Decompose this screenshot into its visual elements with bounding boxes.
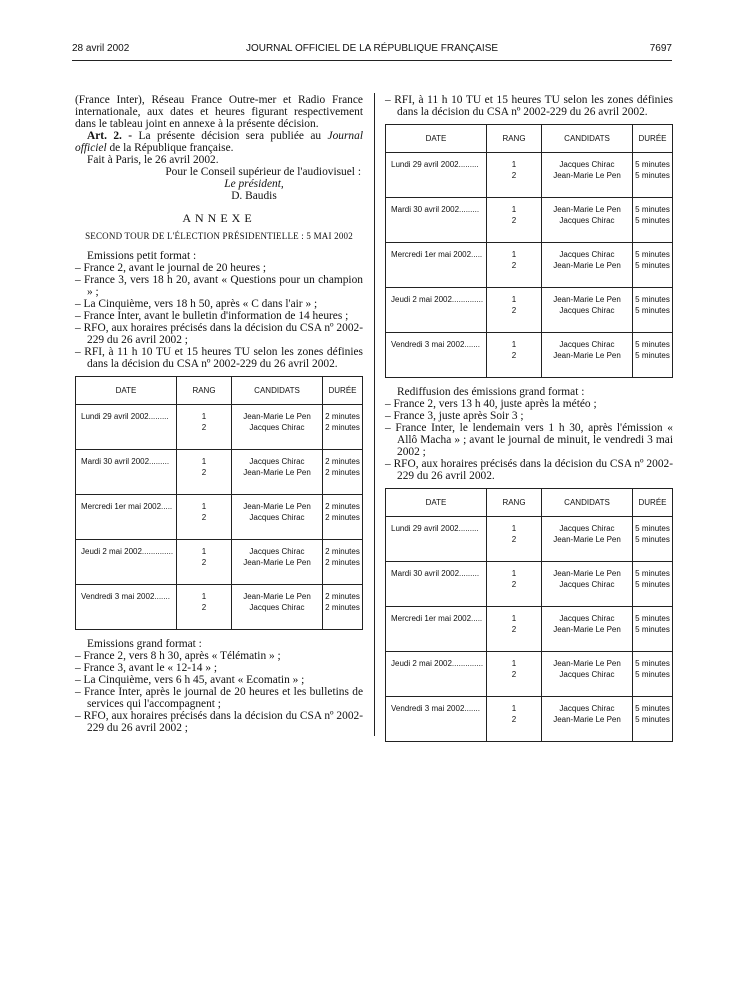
candidats-cell xyxy=(232,495,323,540)
list-item: – France 3, juste après Soir 3 ; xyxy=(385,410,524,422)
rang-cell-value: 1 xyxy=(201,547,207,556)
journal-title: JOURNAL OFFICIEL DE LA RÉPUBLIQUE FRANÇAISE xyxy=(245,43,499,54)
duree-cell xyxy=(633,288,673,333)
candidats-cell-value: Jean-Marie Le Pen xyxy=(553,205,621,214)
right-column xyxy=(385,94,673,750)
grand-format-list xyxy=(75,650,363,734)
table-row xyxy=(386,697,673,742)
candidats-cell-value: Jacques Chirac xyxy=(559,669,615,679)
table-row xyxy=(386,243,673,288)
duree-cell xyxy=(323,405,363,450)
pour-line: Pour le Conseil supérieur de l'audiovisuel : xyxy=(165,166,361,178)
candidats-cell xyxy=(232,450,323,495)
list-item: – RFO, aux horaires précisés dans la décision du CSA nº 2002-229 du 26 avril 2002 ; xyxy=(75,322,363,346)
date-cell xyxy=(386,153,487,198)
duree-cell xyxy=(633,153,673,198)
date-cell-value: Mardi 30 avril 2002......... xyxy=(391,569,480,578)
table-row xyxy=(386,198,673,243)
date-cell-value: Mercredi 1er mai 2002..... xyxy=(81,502,173,511)
table-row xyxy=(386,333,673,378)
rang-cell-value: 1 xyxy=(511,205,517,214)
rang-cell-value: 1 xyxy=(511,659,517,668)
duree-cell xyxy=(323,450,363,495)
header-rule xyxy=(72,60,672,61)
article-2-journal: Journal officiel xyxy=(75,130,363,154)
intro-paragraph: (France Inter), Réseau France Outre-mer et Radio France internationale, aux dates et heures figurant respectivement dans le tableau joint en annexe à la présente décision. xyxy=(75,94,363,130)
petit-format-table xyxy=(75,376,363,630)
rang-cell xyxy=(487,562,542,607)
rfi-list xyxy=(385,94,673,118)
rang-cell-value: 2 xyxy=(511,350,517,360)
rang-cell-value: 2 xyxy=(511,669,517,679)
duree-cell xyxy=(633,198,673,243)
rang-cell-value: 1 xyxy=(201,457,207,466)
table-row xyxy=(386,517,673,562)
col-duree: DURÉE xyxy=(633,489,673,517)
rang-cell-value: 2 xyxy=(201,422,207,432)
duree-cell xyxy=(633,517,673,562)
duree-cell-value: 5 minutes xyxy=(635,260,670,270)
candidats-cell-value: Jean-Marie Le Pen xyxy=(243,467,311,477)
duree-cell-value: 5 minutes xyxy=(635,524,670,533)
duree-cell-value: 2 minutes xyxy=(325,502,360,511)
table-row xyxy=(76,450,363,495)
col-date: DATE xyxy=(386,489,487,517)
fait-line: Fait à Paris, le 26 avril 2002. xyxy=(87,154,219,166)
petit-format-title: Emissions petit format : xyxy=(87,250,197,262)
duree-cell-value: 2 minutes xyxy=(325,422,360,432)
candidats-cell xyxy=(542,243,633,288)
rang-cell xyxy=(177,405,232,450)
candidats-cell-value: Jacques Chirac xyxy=(559,524,615,533)
rang-cell-value: 1 xyxy=(201,502,207,511)
rang-cell-value: 2 xyxy=(511,624,517,634)
list-item: – La Cinquième, vers 6 h 45, avant « Ecomatin » ; xyxy=(75,674,305,686)
president-title: Le président, xyxy=(224,178,284,190)
duree-cell-value: 5 minutes xyxy=(635,170,670,180)
table-row xyxy=(386,562,673,607)
list-item: – France 2, avant le journal de 20 heures ; xyxy=(75,262,267,274)
rediffusion-list xyxy=(385,398,673,482)
candidats-cell-value: Jacques Chirac xyxy=(249,512,305,522)
date-cell-value: Jeudi 2 mai 2002.............. xyxy=(391,295,484,304)
date-cell xyxy=(386,198,487,243)
candidats-cell xyxy=(542,333,633,378)
date-cell xyxy=(76,540,177,585)
list-item: – France Inter, le lendemain vers 1 h 30, après l'émission « Allô Macha » ; avant le journal de minuit, le vendredi 3 mai 2002 ; xyxy=(385,422,673,458)
duree-cell-value: 5 minutes xyxy=(635,305,670,315)
candidats-cell-value: Jean-Marie Le Pen xyxy=(243,412,311,421)
candidats-cell-value: Jacques Chirac xyxy=(559,250,615,259)
signature-name: D. Baudis xyxy=(231,190,277,202)
article-2-end: de la République française. xyxy=(106,142,234,154)
candidats-cell-value: Jean-Marie Le Pen xyxy=(553,714,621,724)
date-cell xyxy=(386,607,487,652)
duree-cell-value: 5 minutes xyxy=(635,704,670,713)
table-row xyxy=(386,288,673,333)
table-row xyxy=(386,607,673,652)
rang-cell-value: 1 xyxy=(511,295,517,304)
duree-cell-value: 2 minutes xyxy=(325,467,360,477)
col-date: DATE xyxy=(386,125,487,153)
date-cell-value: Jeudi 2 mai 2002.............. xyxy=(81,547,174,556)
petit-format-list xyxy=(75,262,363,370)
list-item: – RFO, aux horaires précisés dans la décision du CSA nº 2002-229 du 26 avril 2002 ; xyxy=(75,710,363,734)
list-item: – RFO, aux horaires précisés dans la décision du CSA nº 2002-229 du 26 avril 2002. xyxy=(385,458,673,482)
candidats-cell xyxy=(232,405,323,450)
date-cell-value: Vendredi 3 mai 2002....... xyxy=(391,704,480,713)
second-tour-heading: SECOND TOUR DE L'ÉLECTION PRÉSIDENTIELLE : 5 MAI 2002 xyxy=(85,231,353,241)
article-2 xyxy=(75,130,363,154)
date-cell-value: Vendredi 3 mai 2002....... xyxy=(81,592,170,601)
table-row xyxy=(386,652,673,697)
candidats-cell xyxy=(232,585,323,630)
candidats-cell-value: Jean-Marie Le Pen xyxy=(553,350,621,360)
issue-date: 28 avril 2002 xyxy=(72,43,130,54)
duree-cell-value: 5 minutes xyxy=(635,579,670,589)
table-row xyxy=(76,495,363,540)
rang-cell-value: 2 xyxy=(511,215,517,225)
table-row xyxy=(76,540,363,585)
rang-cell xyxy=(487,198,542,243)
rang-cell-value: 1 xyxy=(511,614,517,623)
rang-cell xyxy=(487,153,542,198)
rang-cell-value: 1 xyxy=(511,569,517,578)
candidats-cell-value: Jacques Chirac xyxy=(559,305,615,315)
date-cell xyxy=(386,243,487,288)
duree-cell-value: 2 minutes xyxy=(325,457,360,466)
duree-cell-value: 5 minutes xyxy=(635,624,670,634)
duree-cell-value: 2 minutes xyxy=(325,592,360,601)
duree-cell-value: 2 minutes xyxy=(325,512,360,522)
duree-cell-value: 5 minutes xyxy=(635,669,670,679)
rang-cell xyxy=(487,243,542,288)
rang-cell-value: 1 xyxy=(511,704,517,713)
candidats-cell-value: Jacques Chirac xyxy=(559,704,615,713)
candidats-cell xyxy=(542,562,633,607)
list-item: – RFI, à 11 h 10 TU et 15 heures TU selon les zones définies dans la décision du CSA nº 2002-229 du 26 avril 2002. xyxy=(75,346,363,370)
date-cell-value: Mercredi 1er mai 2002..... xyxy=(391,250,483,259)
duree-cell-value: 5 minutes xyxy=(635,534,670,544)
duree-cell-value: 5 minutes xyxy=(635,714,670,724)
date-cell xyxy=(76,585,177,630)
rang-cell-value: 2 xyxy=(511,305,517,315)
article-2-text: La présente décision sera publiée au xyxy=(132,130,328,142)
date-cell xyxy=(386,333,487,378)
rediffusion-title: Rediffusion des émissions grand format : xyxy=(397,386,585,398)
candidats-cell xyxy=(542,288,633,333)
duree-cell xyxy=(633,562,673,607)
col-rang: RANG xyxy=(487,125,542,153)
date-cell xyxy=(386,697,487,742)
list-item: – France 3, avant le « 12-14 » ; xyxy=(75,662,218,674)
candidats-cell-value: Jacques Chirac xyxy=(559,340,615,349)
duree-cell xyxy=(633,697,673,742)
duree-cell xyxy=(323,540,363,585)
candidats-cell-value: Jean-Marie Le Pen xyxy=(243,592,311,601)
rang-cell-value: 1 xyxy=(511,250,517,259)
date-cell xyxy=(76,495,177,540)
list-item: – France Inter, avant le bulletin d'information de 14 heures ; xyxy=(75,310,349,322)
date-cell-value: Lundi 29 avril 2002......... xyxy=(391,524,479,533)
candidats-cell xyxy=(542,607,633,652)
duree-cell-value: 2 minutes xyxy=(325,557,360,567)
rang-cell xyxy=(487,333,542,378)
candidats-cell-value: Jacques Chirac xyxy=(559,614,615,623)
rang-cell xyxy=(487,697,542,742)
rang-cell xyxy=(487,607,542,652)
table-row xyxy=(76,405,363,450)
duree-cell-value: 5 minutes xyxy=(635,340,670,349)
table-row xyxy=(386,153,673,198)
table-header-row xyxy=(386,489,673,517)
candidats-cell xyxy=(542,198,633,243)
col-rang: RANG xyxy=(177,377,232,405)
duree-cell xyxy=(633,607,673,652)
duree-cell-value: 5 minutes xyxy=(635,569,670,578)
rang-cell-value: 2 xyxy=(201,602,207,612)
candidats-cell-value: Jean-Marie Le Pen xyxy=(553,534,621,544)
rang-cell xyxy=(177,450,232,495)
duree-cell xyxy=(323,585,363,630)
candidats-cell-value: Jean-Marie Le Pen xyxy=(553,659,621,668)
rang-cell xyxy=(487,288,542,333)
grand-format-table xyxy=(385,124,673,378)
annexe-heading: ANNEXE xyxy=(182,211,256,225)
candidats-cell-value: Jacques Chirac xyxy=(559,160,615,169)
date-cell-value: Lundi 29 avril 2002......... xyxy=(391,160,479,169)
candidats-cell-value: Jacques Chirac xyxy=(559,215,615,225)
date-cell xyxy=(386,517,487,562)
candidats-cell xyxy=(542,697,633,742)
duree-cell-value: 5 minutes xyxy=(635,215,670,225)
col-rang: RANG xyxy=(487,489,542,517)
candidats-cell xyxy=(542,153,633,198)
duree-cell-value: 5 minutes xyxy=(635,160,670,169)
duree-cell-value: 5 minutes xyxy=(635,295,670,304)
date-cell-value: Vendredi 3 mai 2002....... xyxy=(391,340,480,349)
page-number: 7697 xyxy=(649,43,672,54)
rang-cell xyxy=(487,517,542,562)
duree-cell xyxy=(633,333,673,378)
duree-cell-value: 5 minutes xyxy=(635,659,670,668)
candidats-cell-value: Jacques Chirac xyxy=(249,457,305,466)
table-header-row xyxy=(76,377,363,405)
rang-cell xyxy=(177,495,232,540)
date-cell xyxy=(386,562,487,607)
president-line xyxy=(75,178,363,190)
rang-cell-value: 1 xyxy=(511,340,517,349)
candidats-cell xyxy=(232,540,323,585)
rang-cell-value: 2 xyxy=(511,579,517,589)
column-divider xyxy=(374,93,375,736)
rang-cell-value: 2 xyxy=(511,534,517,544)
candidats-cell-value: Jacques Chirac xyxy=(249,602,305,612)
date-cell-value: Lundi 29 avril 2002......... xyxy=(81,412,169,421)
col-date: DATE xyxy=(76,377,177,405)
candidats-cell-value: Jacques Chirac xyxy=(559,579,615,589)
rang-cell-value: 1 xyxy=(201,592,207,601)
col-candidats: CANDIDATS xyxy=(542,125,633,153)
rang-cell xyxy=(177,585,232,630)
table-header-row xyxy=(386,125,673,153)
col-duree: DURÉE xyxy=(323,377,363,405)
date-cell xyxy=(386,288,487,333)
left-column xyxy=(75,94,363,734)
rang-cell xyxy=(487,652,542,697)
duree-cell-value: 2 minutes xyxy=(325,412,360,421)
list-item: – France 3, vers 18 h 20, avant « Questions pour un champion » ; xyxy=(75,274,363,298)
rang-cell-value: 2 xyxy=(201,512,207,522)
rfi-item: – RFI, à 11 h 10 TU et 15 heures TU selon les zones définies dans la décision du CSA nº 2002-229 du 26 avril 2002. xyxy=(385,94,673,118)
list-item: – France Inter, après le journal de 20 heures et les bulletins de services qui l'accompagnent ; xyxy=(75,686,363,710)
date-cell xyxy=(76,405,177,450)
table-row xyxy=(76,585,363,630)
col-candidats: CANDIDATS xyxy=(232,377,323,405)
candidats-cell-value: Jean-Marie Le Pen xyxy=(553,624,621,634)
col-candidats: CANDIDATS xyxy=(542,489,633,517)
rediffusion-table xyxy=(385,488,673,742)
candidats-cell-value: Jean-Marie Le Pen xyxy=(553,260,621,270)
article-2-label: Art. 2. - xyxy=(87,130,133,142)
duree-cell xyxy=(323,495,363,540)
duree-cell-value: 5 minutes xyxy=(635,350,670,360)
candidats-cell xyxy=(542,652,633,697)
date-cell-value: Mercredi 1er mai 2002..... xyxy=(391,614,483,623)
candidats-cell-value: Jean-Marie Le Pen xyxy=(553,295,621,304)
candidats-cell-value: Jacques Chirac xyxy=(249,422,305,432)
date-cell xyxy=(76,450,177,495)
rang-cell xyxy=(177,540,232,585)
duree-cell-value: 2 minutes xyxy=(325,547,360,556)
candidats-cell-value: Jacques Chirac xyxy=(249,547,305,556)
list-item: – La Cinquième, vers 18 h 50, après « C dans l'air » ; xyxy=(75,298,318,310)
rang-cell-value: 2 xyxy=(511,170,517,180)
col-duree: DURÉE xyxy=(633,125,673,153)
duree-cell-value: 5 minutes xyxy=(635,614,670,623)
rang-cell-value: 1 xyxy=(511,524,517,533)
duree-cell xyxy=(633,243,673,288)
grand-format-title: Emissions grand format : xyxy=(87,638,202,650)
rang-cell-value: 1 xyxy=(511,160,517,169)
list-item: – France 2, vers 13 h 40, juste après la météo ; xyxy=(385,398,597,410)
date-cell xyxy=(386,652,487,697)
candidats-cell-value: Jean-Marie Le Pen xyxy=(243,557,311,567)
duree-cell xyxy=(633,652,673,697)
rang-cell-value: 2 xyxy=(511,714,517,724)
duree-cell-value: 2 minutes xyxy=(325,602,360,612)
duree-cell-value: 5 minutes xyxy=(635,205,670,214)
candidats-cell-value: Jean-Marie Le Pen xyxy=(553,569,621,578)
rang-cell-value: 2 xyxy=(201,557,207,567)
list-item: – France 2, vers 8 h 30, après « Télématin » ; xyxy=(75,650,281,662)
candidats-cell-value: Jean-Marie Le Pen xyxy=(243,502,311,511)
candidats-cell xyxy=(542,517,633,562)
date-cell-value: Mardi 30 avril 2002......... xyxy=(81,457,170,466)
rang-cell-value: 2 xyxy=(201,467,207,477)
rang-cell-value: 1 xyxy=(201,412,207,421)
candidats-cell-value: Jean-Marie Le Pen xyxy=(553,170,621,180)
date-cell-value: Jeudi 2 mai 2002.............. xyxy=(391,659,484,668)
rang-cell-value: 2 xyxy=(511,260,517,270)
page-header xyxy=(72,43,672,59)
date-cell-value: Mardi 30 avril 2002......... xyxy=(391,205,480,214)
signature-line xyxy=(75,190,363,202)
duree-cell-value: 5 minutes xyxy=(635,250,670,259)
